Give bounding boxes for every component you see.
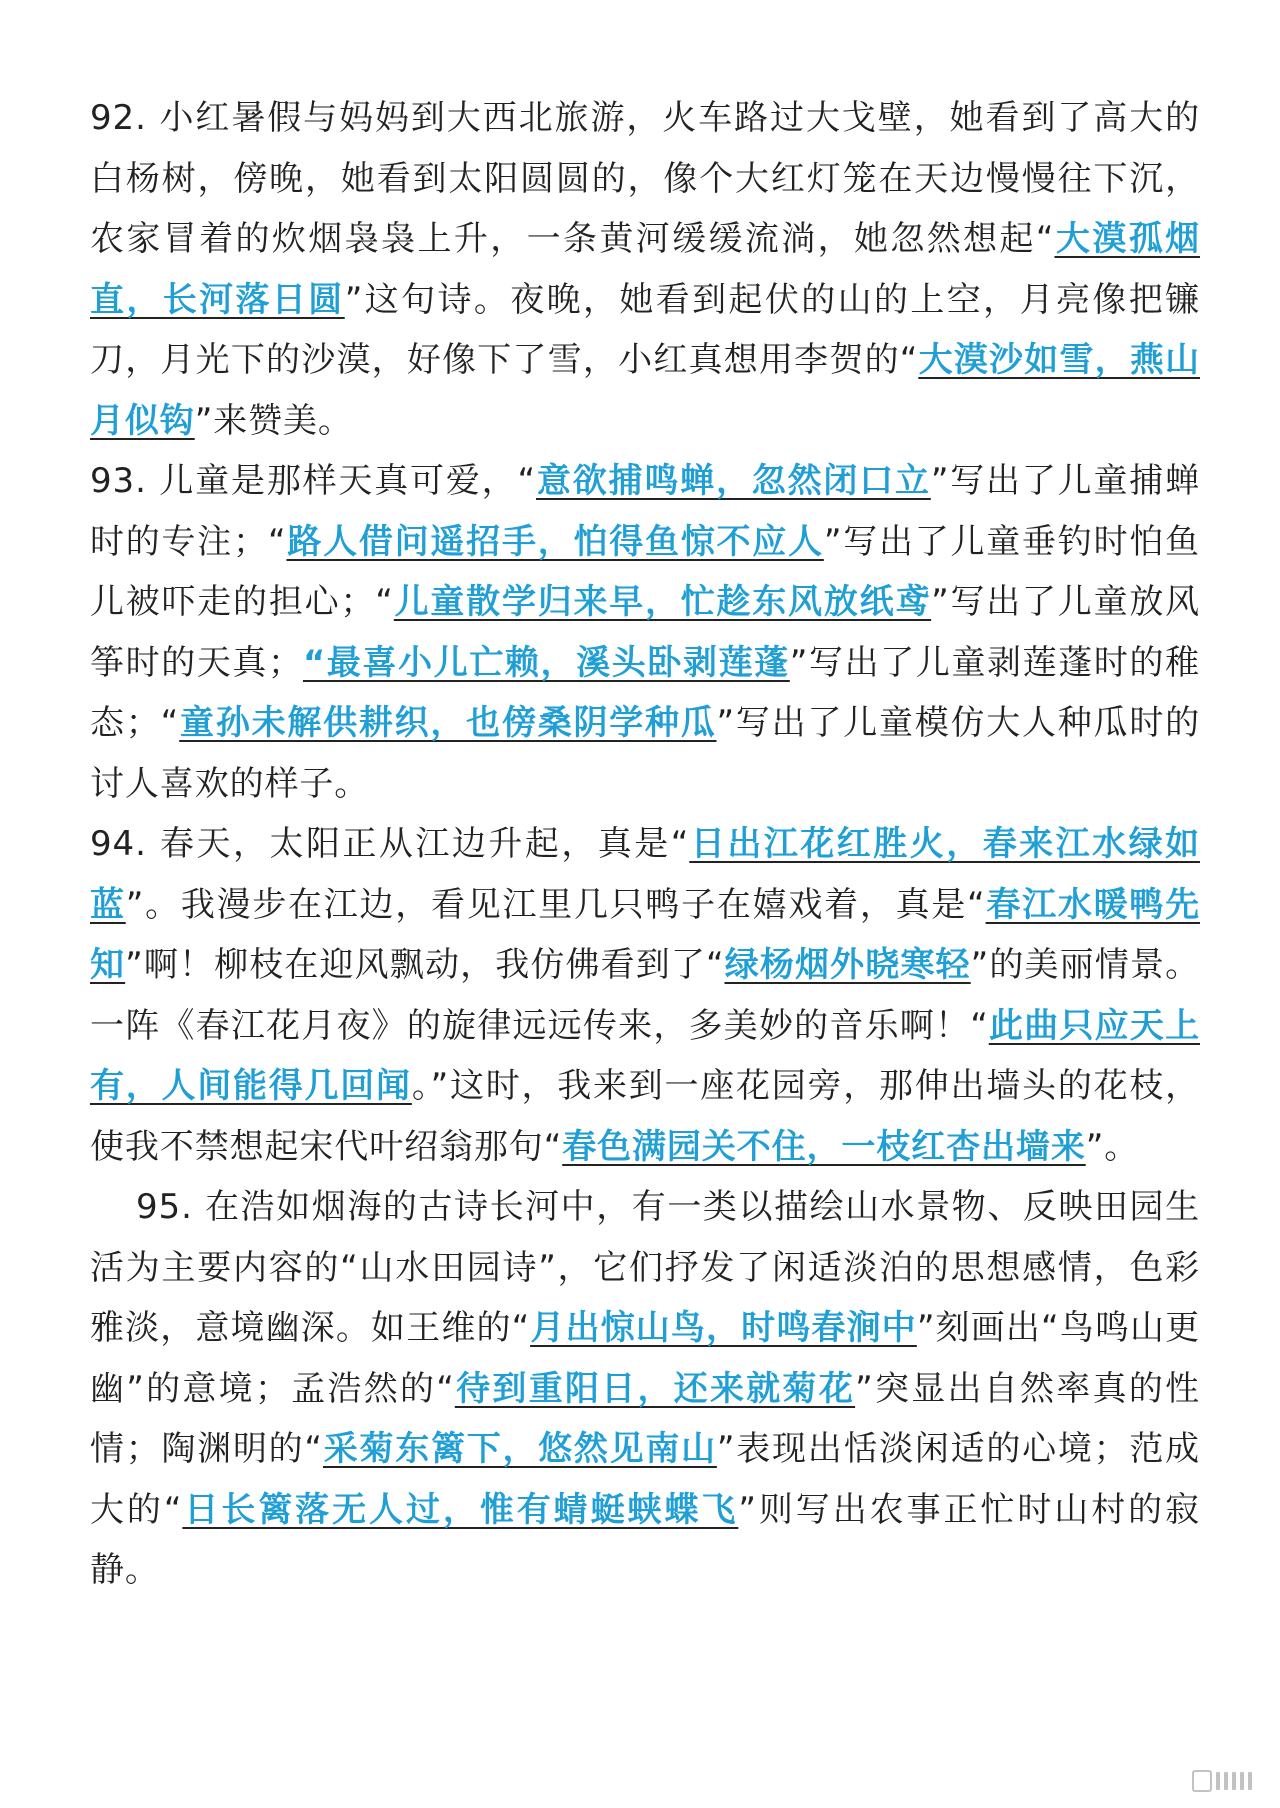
question-paragraph-q92 [90, 88, 1200, 451]
question-text: ”表现出恬淡闲适的心境；范成大的“ [90, 1429, 1200, 1530]
answer-fill-in: 路人借问遥招手，怕得鱼惊不应人 [286, 521, 824, 562]
answer-fill-in: “最喜小儿亡赖，溪头卧剥莲蓬 [302, 642, 790, 683]
question-text: ”写出了儿童放风筝时的天真； [90, 582, 1200, 683]
answer-fill-in: 日长篱落无人过，惟有蜻蜓蛱蝶飞 [182, 1489, 739, 1530]
question-text: 94. 春天，太阳正从江边升起，真是“ [90, 824, 690, 864]
answer-fill-in: 采菊东篱下，悠然见南山 [322, 1429, 717, 1469]
answer-fill-in: 此曲只应天上有，人间能得几回闻 [90, 1005, 1201, 1106]
answer-fill-in: 春江水暖鸭先知 [90, 884, 1201, 985]
document-page [90, 88, 1200, 1601]
question-text: 95. 在浩如烟海的古诗长河中，有一类以描绘山水景物、反映田园生活为主要内容的“山水田园诗”，它们抒发了闲适淡泊的思想感情，色彩雅淡，意境幽深。如王维的“ [90, 1187, 1200, 1348]
question-text: ”写出了儿童垂钓时怕鱼儿被吓走的担心；“ [90, 521, 1201, 622]
question-text: ”写出了儿童剥莲蓬时的稚态；“ [90, 642, 1200, 743]
question-text: 。”这时，我来到一座花园旁，那伸出墙头的花枝，使我不禁想起宋代叶绍翁那句“ [90, 1066, 1201, 1167]
answer-fill-in: 绿杨烟外晓寒轻 [724, 945, 971, 985]
answer-fill-in: 儿童散学归来早，忙趁东风放纸鸢 [393, 582, 932, 622]
watermark-box-icon [1192, 1770, 1212, 1792]
question-text: ”写出了儿童模仿大人种瓜时的讨人喜欢的样子。 [90, 703, 1200, 804]
question-text: 93. 儿童是那样天真可爱，“ [90, 461, 536, 501]
answer-fill-in: 童孙未解供耕织，也傍桑阴学种瓜 [179, 703, 717, 743]
watermark-bar-icon [1248, 1772, 1252, 1790]
watermark-bar-icon [1224, 1772, 1228, 1790]
question-paragraph-q94 [90, 814, 1200, 1177]
question-text: ”的美丽情景。一阵《春江花月夜》的旋律远远传来，多美妙的音乐啊！“ [90, 945, 1200, 1046]
watermark-bar-icon [1232, 1772, 1236, 1790]
question-paragraph-q95 [90, 1177, 1200, 1601]
question-text: ”这句诗。夜晚，她看到起伏的山的上空，月亮像把镰刀，月光下的沙漠，好像下了雪，小红真想用李贺的“ [90, 279, 1200, 380]
answer-fill-in: 大漠孤烟直，长河落日圆 [90, 219, 1200, 320]
question-text: ”刻画出“鸟鸣山更幽”的意境；孟浩然的“ [90, 1308, 1200, 1409]
answer-fill-in: 意欲捕鸣蝉，忽然闭口立 [536, 461, 931, 501]
question-text: ”突显出自然率真的性情；陶渊明的“ [90, 1368, 1200, 1469]
answer-fill-in: 日出江花红胜火，春来江水绿如蓝 [90, 824, 1200, 925]
question-text: 92. 小红暑假与妈妈到大西北旅游，火车路过大戈壁，她看到了高大的白杨树，傍晚，她看到太阳圆圆的，像个大红灯笼在天边慢慢往下沉，农家冒着的炊烟袅袅上升，一条黄河缓缓流淌，她忽然想起“ [90, 98, 1200, 259]
question-paragraph-q93 [90, 451, 1200, 814]
question-text: ”。 [1085, 1126, 1140, 1167]
question-text: ”啊！柳枝在迎风飘动，我仿佛看到了“ [125, 945, 725, 985]
app-watermark-icon [1192, 1770, 1252, 1792]
question-text: ”。我漫步在江边，看见江里几只鸭子在嬉戏着，真是“ [125, 884, 986, 925]
answer-fill-in: 月出惊山鸟，时鸣春涧中 [530, 1308, 917, 1348]
question-text: ”则写出农事正忙时山村的寂静。 [90, 1489, 1200, 1590]
watermark-bar-icon [1240, 1772, 1244, 1790]
question-text: ”写出了儿童捕蝉时的专注；“ [90, 461, 1200, 562]
answer-fill-in: 大漠沙如雪，燕山月似钩 [90, 340, 1200, 441]
answer-fill-in: 待到重阳日，还来就菊花 [454, 1368, 856, 1409]
question-text: ”来赞美。 [194, 400, 353, 441]
answer-fill-in: 春色满园关不住，一枝红杏出墙来 [562, 1126, 1086, 1167]
watermark-bar-icon [1216, 1772, 1220, 1790]
